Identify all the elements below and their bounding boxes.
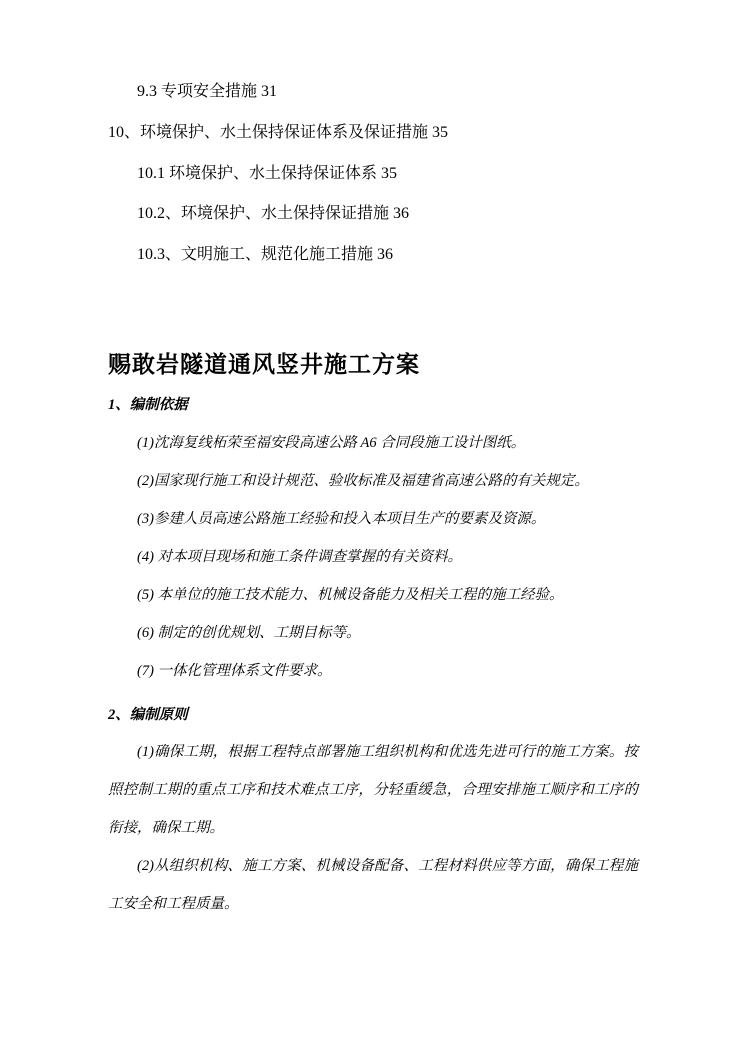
paragraph: (6) 制定的创优规划、工期目标等。 (137, 624, 361, 641)
section-heading-1: 1、编制依据 (108, 396, 188, 413)
paragraph: (3)参建人员高速公路施工经验和投入本项目生产的要素及资源。 (137, 510, 546, 527)
section-heading-2: 2、编制原则 (108, 706, 188, 723)
paragraph: (4) 对本项目现场和施工条件调查掌握的有关资料。 (137, 548, 463, 565)
toc-entry-9-3[interactable]: 9.3 专项安全措施 31 (137, 83, 278, 100)
paragraph: (2)从组织机构、施工方案、机械设备配备、工程材料供应等方面，确保工程施工安全和工程质量。 (108, 858, 638, 913)
section-2 (108, 697, 638, 925)
toc-entry-10-1[interactable]: 10.1 环境保护、水土保持保证体系 35 (137, 164, 398, 182)
document-title: 赐敢岩隧道通风竖井施工方案 (108, 351, 420, 377)
table-of-contents (108, 72, 638, 276)
toc-entry-10-2[interactable]: 10.2、环境保护、水土保持保证措施 36 (137, 205, 410, 223)
paragraph: (2)国家现行施工和设计规范、验收标准及福建省高速公路的有关规定。 (137, 472, 589, 489)
toc-entry-10[interactable]: 10、环境保护、水土保持保证体系及保证措施 35 (108, 123, 449, 141)
paragraph: (7) 一体化管理体系文件要求。 (137, 662, 332, 679)
paragraph: (1)确保工期，根据工程特点部署施工组织机构和优选先进可行的施工方案。按照控制工期的重点工序和技术难点工序，分轻重缓急，合理安排施工顺序和工序的衔接，确保工期。 (108, 744, 638, 837)
paragraph: (1)沈海复线柘荣至福安段高速公路 A6 合同段施工设计图纸。 (137, 434, 526, 451)
section-1 (108, 387, 638, 691)
toc-entry-10-3[interactable]: 10.3、文明施工、规范化施工措施 36 (137, 246, 394, 264)
paragraph: (5) 本单位的施工技术能力、机械设备能力及相关工程的施工经验。 (137, 586, 564, 603)
